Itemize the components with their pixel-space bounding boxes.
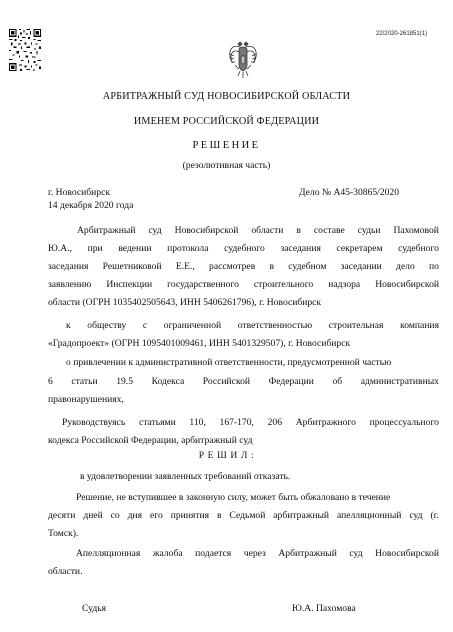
decision-heading: РЕШЕНИЕ (192, 140, 261, 151)
word: статьями (138, 417, 176, 428)
word: заседания (280, 243, 321, 254)
word: 6 (48, 376, 53, 387)
word: Новосибирской (375, 548, 439, 559)
paragraph-2-line-1 (66, 320, 439, 331)
word: судьи (357, 225, 381, 236)
word: Российской (202, 376, 251, 387)
paragraph-3-line-1: о привлечении к административной ответственности, предусмотренной частью (66, 357, 392, 368)
word: судебном (288, 261, 327, 272)
paragraph-1-line-4 (48, 279, 439, 290)
paragraph-1-line-2 (48, 243, 439, 254)
word: жалоба (152, 548, 183, 559)
word: суд (148, 225, 162, 236)
paragraph-7-line-2: области. (48, 566, 83, 577)
word: области (251, 225, 284, 236)
word: Седьмой (229, 510, 266, 521)
word: заседания (48, 261, 89, 272)
word: Инспекции (106, 279, 153, 290)
city-label: г. Новосибирск (48, 187, 110, 198)
name-of-federation: ИМЕНЕМ РОССИЙСКОЙ ФЕДЕРАЦИИ (133, 116, 320, 127)
word: апелляционный (336, 510, 402, 521)
word: подается (195, 548, 232, 559)
paragraph-5: в удовлетворении заявленных требований отказать. (80, 471, 291, 482)
word: Е.Е., (175, 261, 195, 272)
qr-code (9, 29, 41, 71)
word: ответственностью (237, 320, 313, 331)
word: Решетниковой (102, 261, 162, 272)
word: Новосибирской (174, 225, 239, 236)
word: с (142, 320, 148, 331)
paragraph-6-line-1: Решение, не вступившее в законную силу, может быть обжаловано в течение (76, 492, 391, 503)
word: Кодекса (151, 376, 185, 387)
word: заявлению (48, 279, 92, 290)
resolutive-part-label: (резолютивная часть) (182, 160, 271, 171)
word: Арбитражный (77, 225, 136, 236)
word: Пахомовой (393, 225, 439, 236)
word: по (429, 261, 439, 272)
word: в (296, 225, 301, 236)
word: суд (409, 510, 423, 521)
word: суд (349, 548, 363, 559)
word: Руководствуясь (62, 417, 126, 428)
word: судебного (398, 243, 439, 254)
word: 167-170, (219, 417, 254, 428)
word: компания (400, 320, 439, 331)
word: строительного (253, 279, 314, 290)
word: десяти (48, 510, 76, 521)
word: при (87, 243, 103, 254)
paragraph-1-line-3 (48, 261, 439, 272)
word: государственного (167, 279, 239, 290)
word: Новосибирской (375, 279, 439, 290)
word: заседании (340, 261, 382, 272)
word: дня (127, 510, 143, 521)
paragraph-6-line-3: Томск). (48, 528, 79, 539)
word: ведении (118, 243, 152, 254)
word: Апелляционная (76, 548, 141, 559)
word: 19.5 (116, 376, 133, 387)
court-title: АРБИТРАЖНЫЙ СУД НОВОСИБИРСКОЙ ОБЛАСТИ (102, 91, 351, 102)
word: в (216, 510, 222, 521)
paragraph-4-line-1 (62, 417, 439, 428)
word: Арбитражный (278, 548, 337, 559)
word: секретарем (336, 243, 383, 254)
word: Ю.А., (48, 243, 72, 254)
word: его (150, 510, 163, 521)
paragraph-1-line-1 (77, 225, 439, 236)
signature-name: Ю.А. Пахомова (292, 603, 356, 614)
word: Арбитражного (295, 417, 356, 428)
word: административных (360, 376, 439, 387)
word: (г. (430, 510, 439, 521)
paragraph-2-line-2: «Градопроект» (ОГРН 1095401009461, ИНН 5401329507), г. Новосибирск (48, 338, 351, 349)
word: составе (313, 225, 345, 236)
signature-role: Судья (82, 603, 107, 614)
paragraph-1-line-5: области (ОГРН 1035402505643, ИНН 5406261796), г. Новосибирск (48, 297, 322, 308)
document-number: 22/2020-261851(1) (375, 31, 427, 37)
word: обществу (87, 320, 127, 331)
word: 206 (267, 417, 283, 428)
decision-date: 14 декабря 2020 года (48, 200, 134, 211)
word: протокола (167, 243, 209, 254)
word: судебного (224, 243, 265, 254)
word: статьи (71, 376, 98, 387)
word: об (332, 376, 343, 387)
paragraph-6-line-2 (48, 510, 439, 521)
paragraph-7-line-1 (76, 548, 439, 559)
paragraph-4-line-2: кодекса Российской Федерации, арбитражный суд (48, 435, 253, 446)
word: Федерации (268, 376, 314, 387)
paragraph-3-line-3: правонарушениях, (48, 394, 124, 405)
word: надзора (328, 279, 361, 290)
word: дело (396, 261, 415, 272)
word: арбитражный (273, 510, 330, 521)
word: со (110, 510, 120, 521)
word: 110, (189, 417, 206, 428)
word: в (269, 261, 275, 272)
word: строительная (328, 320, 384, 331)
case-number: Дело № А45-30865/2020 (299, 187, 400, 198)
word: к (66, 320, 71, 331)
word: дней (83, 510, 103, 521)
word: ограниченной (163, 320, 222, 331)
paragraph-3-line-2 (48, 376, 439, 387)
coat-of-arms-icon (227, 41, 259, 79)
word: рассмотрев (209, 261, 256, 272)
word: через (243, 548, 266, 559)
word: процессуального (369, 417, 439, 428)
word: принятия (170, 510, 210, 521)
resolved-heading: Р Е Ш И Л : (198, 450, 255, 461)
